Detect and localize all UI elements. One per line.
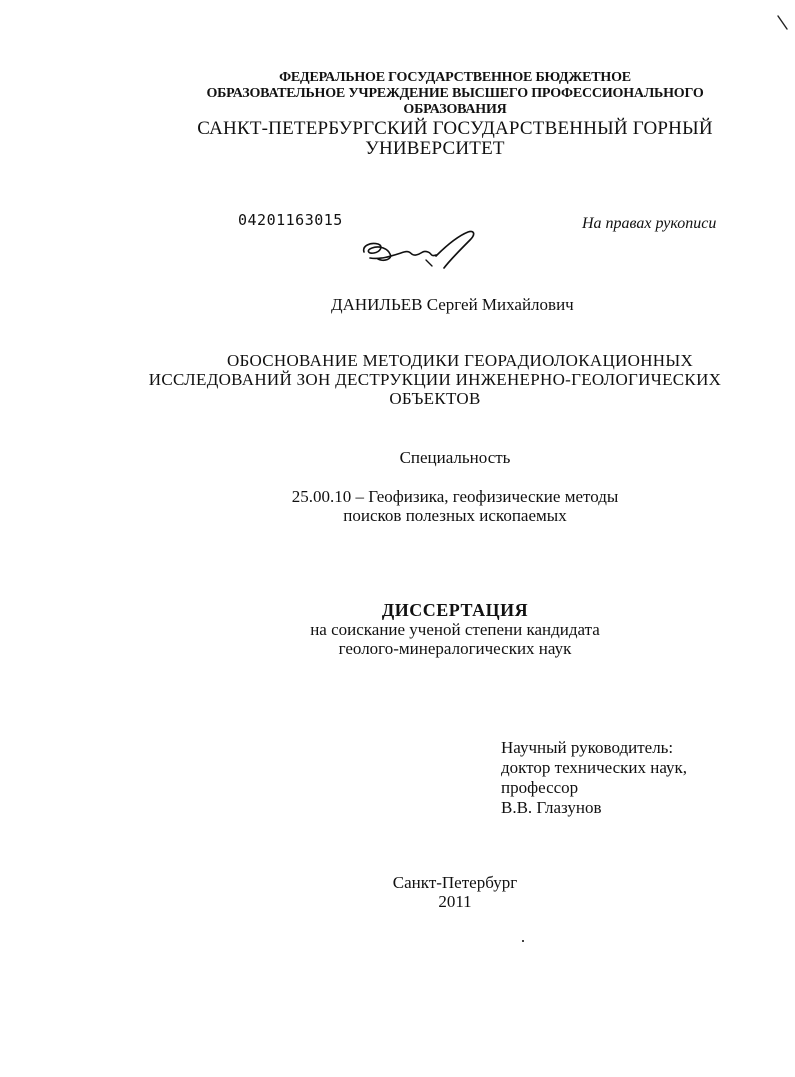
- scan-dot: [522, 940, 524, 942]
- year: 2011: [438, 892, 472, 911]
- title-line-3: ОБЪЕКТОВ: [389, 389, 481, 408]
- university-name-line-2: УНИВЕРСИТЕТ: [365, 138, 505, 159]
- dissertation-heading: ДИССЕРТАЦИЯ: [381, 600, 529, 620]
- scan-mark: [776, 14, 790, 32]
- advisor-degree: доктор технических наук,: [501, 758, 688, 777]
- specialty-label: Специальность: [399, 448, 511, 467]
- title-line-2: ИССЛЕДОВАНИЙ ЗОН ДЕСТРУКЦИИ ИНЖЕНЕРНО-ГЕОЛОГИЧЕСКИХ: [148, 370, 722, 389]
- advisor-label: Научный руководитель:: [501, 738, 674, 757]
- institution-line-1: ФЕДЕРАЛЬНОЕ ГОСУДАРСТВЕННОЕ БЮДЖЕТНОЕ: [279, 70, 631, 85]
- stamp-number: 04201163015: [238, 211, 343, 229]
- institution-line-3: ОБРАЗОВАНИЯ: [403, 102, 507, 117]
- specialty-code: 25.00.10 – Геофизика, геофизические методы: [291, 487, 619, 506]
- institution-line-2: ОБРАЗОВАТЕЛЬНОЕ УЧРЕЖДЕНИЕ ВЫСШЕГО ПРОФЕССИОНАЛЬНОГО: [206, 86, 704, 101]
- advisor-title: профессор: [501, 778, 579, 797]
- rights-note: На правах рукописи: [582, 215, 717, 232]
- university-name-line-1: САНКТ-ПЕТЕРБУРГСКИЙ ГОСУДАРСТВЕННЫЙ ГОРНЫЙ: [197, 118, 713, 139]
- place: Санкт-Петербург: [392, 873, 518, 892]
- advisor-name: В.В. Глазунов: [501, 798, 602, 817]
- specialty-description: поисков полезных ископаемых: [343, 506, 567, 525]
- author-name: ДАНИЛЬЕВ Сергей Михайлович: [331, 295, 574, 314]
- dissertation-degree-line-1: на соискание ученой степени кандидата: [310, 620, 600, 639]
- dissertation-degree-line-2: геолого-минералогических наук: [338, 639, 572, 658]
- signature: [360, 222, 485, 274]
- title-line-1: ОБОСНОВАНИЕ МЕТОДИКИ ГЕОРАДИОЛОКАЦИОННЫХ: [226, 351, 694, 370]
